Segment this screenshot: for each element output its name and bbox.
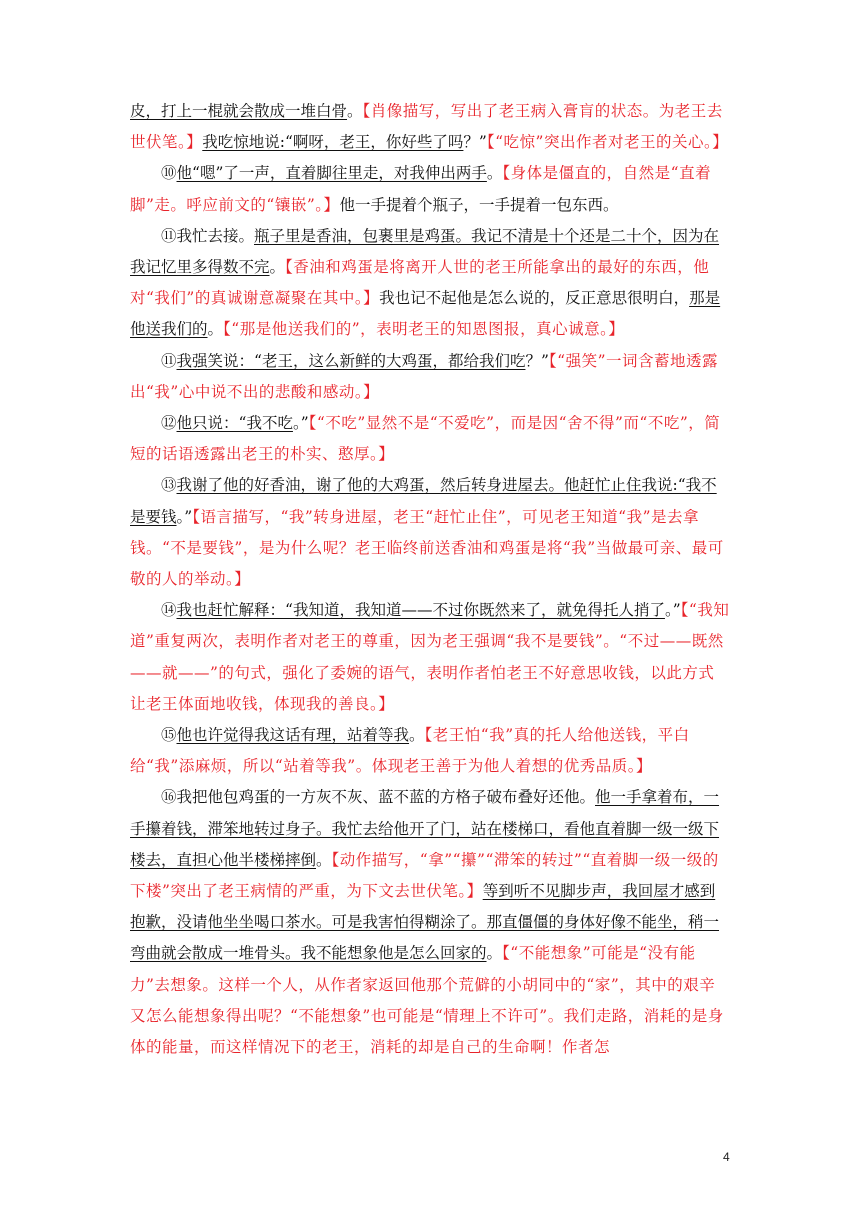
document-body — [130, 96, 730, 1063]
body-text: ⑮ — [161, 726, 177, 745]
body-text: 。” — [292, 414, 309, 433]
paragraph — [130, 221, 730, 346]
annotation-text: 【香油和鸡蛋是将离开人世的老王所能拿出的最好的东西，他对“我们”的真诚谢意凝聚在其中。】 — [130, 258, 710, 308]
paragraph — [130, 470, 730, 595]
annotation-text: 【“强笑”一词含蓄地透露出“我”心中说不出的悲酸和感动。】 — [130, 351, 718, 401]
paragraph — [130, 720, 730, 782]
body-text: 。” — [176, 507, 193, 526]
underlined-text: 他只说：“我不吃 — [176, 414, 293, 433]
underlined-text: 我强笑说：“老王，这么新鲜的大鸡蛋，都给我们吃 — [176, 351, 526, 370]
body-text: ⑯我把他包鸡蛋的一方灰不灰、蓝不蓝的方格子破布叠好还他。 — [161, 788, 596, 807]
paragraph — [130, 346, 730, 408]
paragraph — [130, 158, 730, 220]
body-text: ？” — [463, 133, 487, 152]
body-text: 。” — [664, 601, 681, 620]
body-text: 他一手提着个瓶子，一手提着一包东西。 — [339, 195, 619, 214]
underlined-text: 他“嗯”了一声，直着脚往里走，对我伸出两手 — [176, 164, 487, 183]
body-text: ？” — [525, 351, 549, 370]
underlined-text: 等到听不见脚步声，我回屋才感到抱歉，没请他坐坐喝口茶水。可是我害怕得糊涂了。那直僵僵的身体好像不能坐，稍一弯曲就会散成一堆骨头。我不能想象他是怎么回家的 — [130, 882, 720, 963]
paragraph — [130, 408, 730, 470]
underlined-text: 那是他送我们的 — [130, 289, 721, 339]
body-text: 。 — [486, 944, 503, 963]
annotation-text: 【“不能想象”可能是“没有能力”去想象。这样一个人，从作者家返回他那个荒僻的小胡同中的“家”，其中的艰辛又怎么能想象得出呢？“不能想象”也可能是“情理上不许可”。我们走路，消耗的是身体的能量，而这样情况下的老王，消耗的却是自己的生命啊！作者怎 — [130, 944, 724, 1057]
body-text: 。 — [409, 726, 425, 745]
body-text: ⑬ — [161, 476, 177, 495]
underlined-text: 皮，打上一棍就会散成一堆白骨 — [130, 102, 348, 120]
body-text: 。 — [207, 320, 224, 339]
body-text: 。 — [486, 164, 503, 183]
annotation-text: 【身体是僵直的，自然是“直着脚”走。呼应前文的“镶嵌”。】 — [130, 164, 712, 214]
body-text: 我也记不起他是怎么说的，反正意思很明白， — [379, 289, 690, 308]
paragraph — [130, 595, 730, 720]
page-number: 4 — [723, 1150, 730, 1164]
annotation-text: 【“那是他送我们的”，表明老王的知恩图报，真心诚意。】 — [223, 320, 625, 339]
body-text: 。 — [347, 102, 363, 120]
annotation-text: 【老王怕“我”真的托人给他送钱，平白给“我”添麻烦，所以“站着等我”。体现老王善于为他人着想的优秀品质。】 — [130, 726, 690, 776]
underlined-text: 我吃惊地说:“啊呀，老王，你好些了吗 — [202, 133, 464, 152]
annotation-text: 【语言描写，“我”转身进屋，老王“赶忙止住”，可见老王知道“我”是去拿钱。“不是要钱”，是为什么呢？老王临终前送香油和鸡蛋是将“我”当做最可亲、最可敬的人的举动。】 — [130, 507, 724, 589]
body-text: ⑭ — [161, 601, 177, 620]
body-text: ⑪我忙去接。 — [161, 226, 255, 245]
underlined-text: 瓶子里是香油，包裹里是鸡蛋。我记不清是十个还是二十个，因为在我记忆里多得数不完 — [130, 226, 720, 277]
annotation-text: 【“不吃”显然不是“不爱吃”，而是因“舍不得”而“不吃”，简短的话语透露出老王的朴实、憨厚。】 — [130, 414, 721, 464]
underlined-text: 我谢了他的好香油，谢了他的大鸡蛋，然后转身进屋去。他赶忙止住我说:“我不是要钱 — [130, 476, 717, 526]
annotation-text: 【“吃惊”突出作者对老王的关心。】 — [486, 133, 729, 152]
annotation-text: 【“我知道”重复两次，表明作者对老王的尊重，因为老王强调“我不是要钱”。“不过——既然——就——”的句式，强化了委婉的语气，表明作者怕老王不好意思收钱，以此方式让老王体面地收钱，体现我的善良。】 — [130, 601, 730, 713]
body-text: ⑫ — [161, 414, 177, 433]
body-text: ⑪ — [161, 351, 177, 370]
paragraph — [130, 96, 730, 158]
underlined-text: 我也赶忙解释：“我知道，我知道——不过你既然来了，就免得托人捎了 — [176, 601, 665, 620]
body-text: 。 — [316, 850, 332, 869]
underlined-text: 他一手拿着布，一手攥着钱，滞笨地转过身子。我忙去给他开了门，站在楼梯口，看他直着脚一级一级下楼去，直担心他半楼梯摔倒 — [130, 788, 720, 869]
annotation-text: 【肖像描写，写出了老王病入膏肓的状态。为老王去世伏笔。】 — [130, 102, 723, 152]
annotation-text: 【动作描写，“拿”“攥”“滞笨的转过”“直着脚一级一级的下楼”突出了老王病情的严重，为下文去世伏笔。】 — [130, 850, 719, 901]
underlined-text: 他也许觉得我这话有理，站着等我 — [176, 726, 410, 745]
body-text: ⑩ — [161, 164, 177, 183]
paragraph — [130, 782, 730, 1063]
body-text: 。 — [269, 258, 286, 277]
